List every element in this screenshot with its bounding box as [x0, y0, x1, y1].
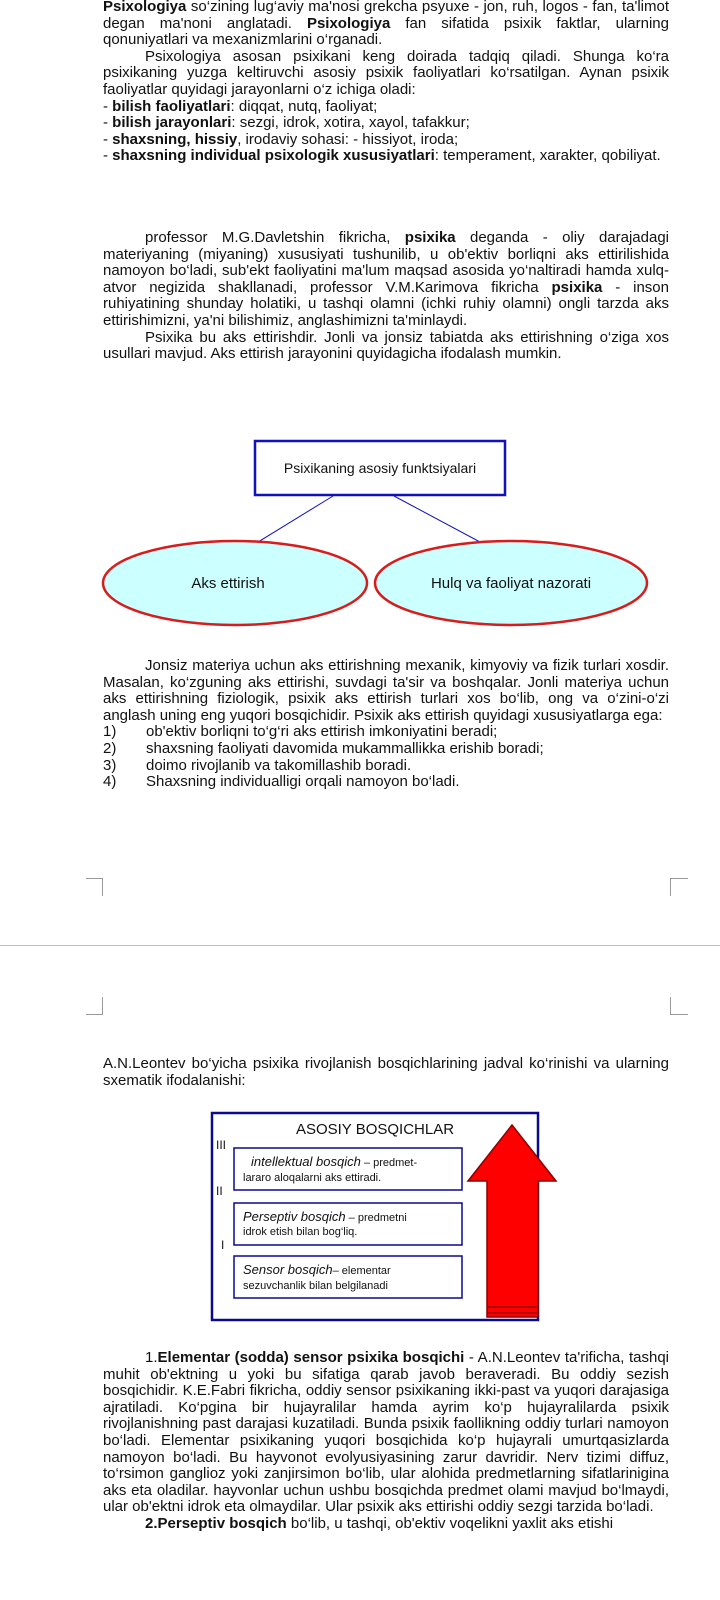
stage-box-sensor [234, 1256, 462, 1298]
properties-list [103, 724, 669, 790]
paragraph-perseptiv-stage: 2.Perseptiv bosqich bo‘lib, u tashqi, ob'ektiv voqelikni yaxlit aks etishi [145, 1514, 614, 1532]
page1-text-bottom [103, 658, 669, 791]
term-psixika: psixika [404, 229, 456, 246]
svg-text:Perseptiv bosqich – predmetni: Perseptiv bosqich – predmetni [243, 1209, 407, 1224]
property-item: 1) ob'ektiv borliqni to‘g‘ri aks ettirish imkoniyatini beradi; [103, 723, 498, 741]
intro-paragraph: Psixologiya so‘zining lug‘aviy ma'nosi grekcha psyuxe - jon, ruh, logos - fan, ta'limot degan ma'noni anglatadi. Psixologiya fan sifatida psixik faktlar, ularning qonuniyatlari va mexanizmlarini o‘rganadi. [103, 0, 669, 49]
page-corner-mark [670, 878, 688, 896]
property-item: 4) Shaxsning individualligi orqali namoyon bo‘ladi. [103, 773, 460, 791]
term-sensor-stage: Elementar (sodda) sensor psixika bosqichi [157, 1349, 465, 1366]
paragraph-definitions: professor M.G.Davletshin fikricha, psixika deganda - oliy darajadagi materiyaning (miyaning) xususiyati tushunilib, u ob'ektiv borliqni aks ettirilishida namoyon bo‘ladi, sub'ekt faoliyatini ma'lum maqsad asosida yo‘naltiradi hamda xulq-atvor negizida shakllanadi, professor V.M.Karimova fikricha psixika - inson ruhiyatining shunday holatiki, u tashqi olamni (ichki ruhiy olamni) ongli tarzda aks ettirishimizni, ya'ni bilishimiz, anglashimizni ta'minlaydi. [103, 229, 669, 329]
stages-heading: A.N.Leontev bo‘yicha psixika rivojlanish bosqichlarining jadval ko‘rinishi va ularning sxematik ifodalanishi: [103, 1055, 669, 1089]
paragraph-matter: Jonsiz materiya uchun aks ettirishning mexanik, kimyoviy va fizik turlari xosdir. Masalan, ko‘zguning aks ettirishi, suvdagi ta'sir va boshqalar. Jonli materiya uchun aks ettirishning fiziologik, psixik aks ettirish turlari xos bo‘lib, ong va o‘zini-o‘zi anglash uning eng yuqori bosqichidir. Psixik aks ettirish quyidagi xususiyatlarga ega: [103, 657, 669, 724]
page-separator [0, 945, 720, 946]
activity-item: - shaxsning, hissiy, irodaviy sohasi: - hissiyot, iroda; [103, 130, 459, 148]
svg-text:sezuvchanlik bilan belgilanadi: sezuvchanlik bilan belgilanadi [243, 1280, 388, 1292]
activity-item: - bilish faoliyatlari: diqqat, nutq, faoliyat; [103, 97, 378, 115]
svg-text:idrok etish bilan bog‘liq.: idrok etish bilan bog‘liq. [243, 1226, 358, 1238]
roman-2: II [216, 1184, 223, 1198]
property-item: 2) shaxsning faoliyati davomida mukammallikka erishib boradi; [103, 739, 544, 757]
diagram-top-label: Psixikaning asosiy funktsiyalari [283, 460, 477, 476]
term-psixologiya: Psixologiya [103, 0, 187, 15]
page-corner-mark [86, 878, 103, 896]
property-item: 3) doimo rivojlanib va takomillashib boradi. [103, 756, 412, 774]
svg-text:intellektual bosqich – predmet: intellektual bosqich – predmet- [251, 1154, 418, 1169]
activity-item: - bilish jarayonlari: sezgi, idrok, xotira, xayol, tafakkur; [103, 114, 470, 132]
svg-text:lararo aloqalarni aks ettiradi: lararo aloqalarni aks ettiradi. [243, 1172, 382, 1184]
term-psixologiya-2: Psixologiya [306, 14, 391, 32]
diagram-left-label: Aks ettirish [191, 575, 265, 592]
diagram-right-label: Hulq va faoliyat nazorati [430, 575, 592, 592]
stages-title: ASOSIY BOSQICHLAR [295, 1121, 455, 1138]
document-page-2 [0, 947, 720, 1600]
term-psixika-2: psixika [551, 278, 603, 296]
term-perseptiv-stage: 2.Perseptiv bosqich [145, 1514, 287, 1532]
paragraph-sensor-stage: 1.Elementar (sodda) sensor psixika bosqichi - A.N.Leontev ta'rificha, tashqi muhit ob'ektning u yoki bu sifatiga qarab javob beraveradi. Bu oddiy sezish bosqichidir. K.E.Fabri fikricha, oddiy sensor psixikaning ikki-past va yuqori darajasiga ajratiladi. Ko‘pgina bir hujayralilar hamda ayrim ko‘p hujayralilarda psixik rivojlanishning past darajasi kuzatiladi. Bunda psixik faollikning oddiy turlari namoyon bo‘ladi. Elementar psixikaning yuqori bosqichida ko‘p hujayrali umurtqasizlarda namoyon bo‘ladi. Bu hayvonot evolyusiyasining zarur davridir. Nerv tizimi diffuz, to‘rsimon ganglioz yoki zanjirsimon bo‘lib, ular alohida predmetlarning sifatlarinigina aks eta oladilar. hayvonlar uchun ushbu bosqichda predmet olami mavjud bo‘lmaydi, ular ob'ektni idrok eta olmaydilar. Ular psixik aks ettirishi oddiy sezgi tarzida bo‘ladi. [103, 1349, 670, 1516]
stage-box-intellektual [234, 1148, 462, 1190]
activity-item: - shaxsning individual psixologik xususiyatlari: temperament, xarakter, qobiliyat. [103, 147, 661, 165]
page2-text-body [103, 1350, 669, 1533]
svg-text:Sensor bosqich– elementar: Sensor bosqich– elementar [243, 1262, 391, 1277]
paragraph-reflection: Psixika bu aks ettirishdir. Jonli va jonsiz tabiatda aks ettirishning o‘ziga xos usullari mavjud. Aks ettirish jarayonini quyidagicha ifodalash mumkin. [103, 328, 669, 363]
roman-3: III [216, 1138, 227, 1152]
paragraph-activities-intro: Psixologiya asosan psixikani keng doirada tadqiq qiladi. Shunga ko‘ra psixikaning yuzga keltiruvchi asosiy psixik faoliyatlari ko‘rsatilgan. Aynan psixik faoliyatlar quyidagi jarayonlarni o‘z ichiga oladi: [103, 47, 669, 98]
functions-diagram [0, 0, 720, 640]
stages-diagram [0, 947, 720, 1327]
stage-box-perseptiv [234, 1203, 462, 1245]
roman-1: I [221, 1238, 225, 1252]
